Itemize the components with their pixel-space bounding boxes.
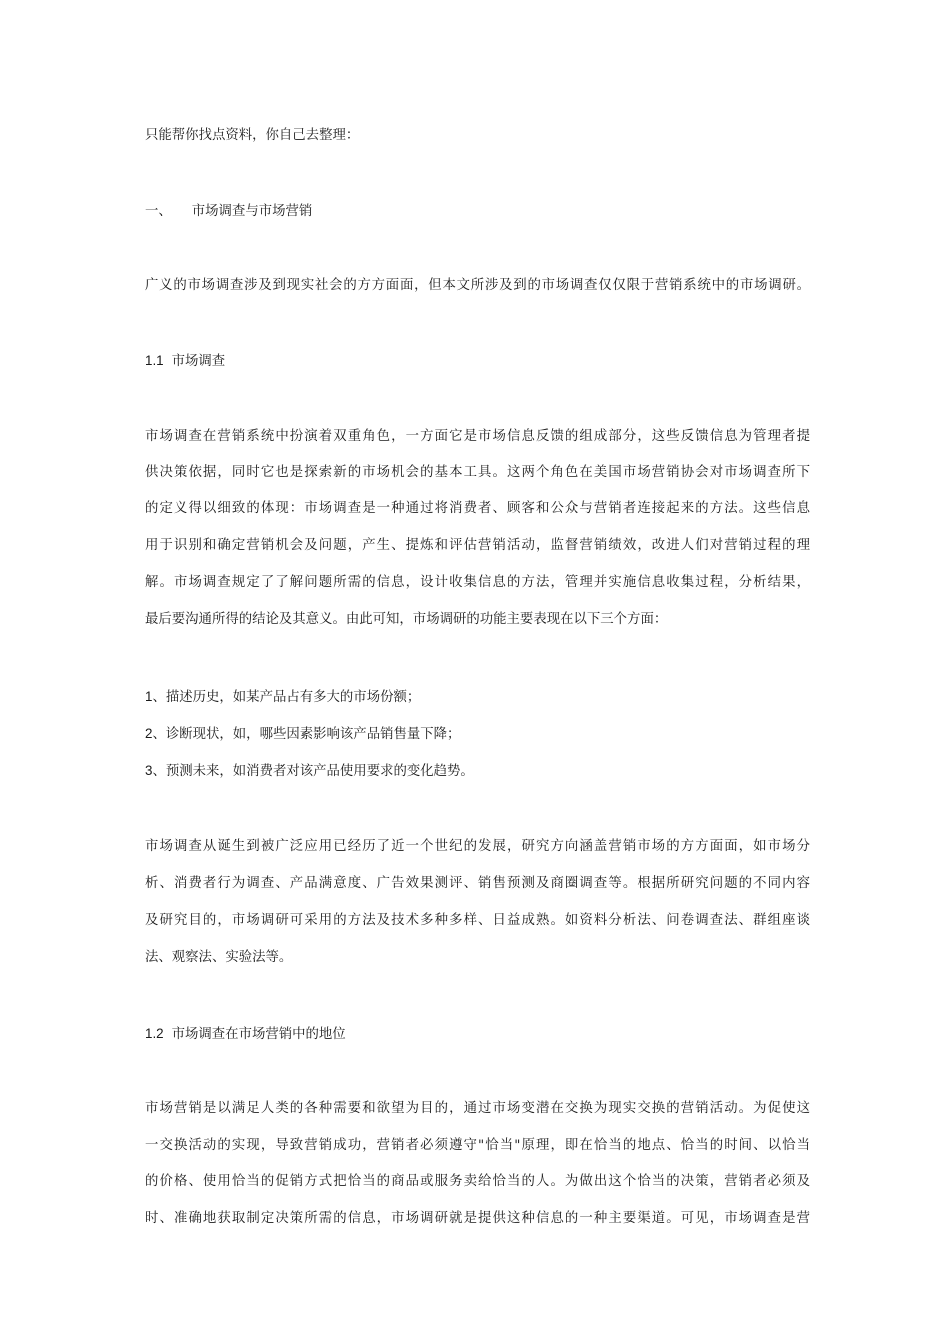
paragraph-line: 的价格、使用恰当的促销方式把恰当的商品或服务卖给恰当的人。为做出这个恰当的决策，营销者必须及 bbox=[145, 1174, 810, 1189]
paragraph-line: 解。市场调查规定了了解问题所需的信息，设计收集信息的方法，管理并实施信息收集过程，分析结果， bbox=[145, 575, 810, 590]
list-item-text: 、描述历史，如某产品占有多大的市场份额； bbox=[152, 690, 421, 705]
paragraph-line: 市场调查从诞生到被广泛应用已经历了近一个世纪的发展，研究方向涵盖营销市场的方方面面，如市场分 bbox=[145, 839, 810, 854]
paragraph-line: 最后要沟通所得的结论及其意义。由此可知，市场调研的功能主要表现在以下三个方面： bbox=[145, 612, 668, 627]
list-item-number: 2 bbox=[145, 726, 153, 741]
list-item-text: 、预测未来，如消费者对该产品使用要求的变化趋势。 bbox=[152, 764, 474, 779]
section-1-number: 一、 bbox=[145, 204, 172, 219]
list-item-text: 、诊断现状，如，哪些因素影响该产品销售量下降； bbox=[152, 727, 461, 742]
list-item-number: 1 bbox=[145, 689, 153, 704]
section-1-heading bbox=[145, 203, 810, 221]
paragraph-line: 时、准确地获取制定决策所需的信息，市场调研就是提供这种信息的一种主要渠道。可见，市场调查是营 bbox=[145, 1211, 810, 1226]
paragraph-line: 法、观察法、实验法等。 bbox=[145, 950, 293, 965]
section-1-paragraph: 广义的市场调查涉及到现实社会的方方面面，但本文所涉及到的市场调查仅仅限于营销系统中的市场调研。 bbox=[145, 278, 810, 293]
section-1-title: 市场调查与市场营销 bbox=[191, 204, 313, 219]
list-item-number: 3 bbox=[145, 763, 153, 778]
paragraph-line: 一交换活动的实现，导致营销成功，营销者必须遵守"恰当"原理，即在恰当的地点、恰当的时间、以恰当 bbox=[145, 1138, 810, 1153]
paragraph-line: 供决策依据，同时它也是探索新的市场机会的基本工具。这两个角色在美国市场营销协会对市场调查所下 bbox=[145, 465, 810, 480]
subsection-1-1-heading bbox=[145, 352, 810, 371]
paragraph-line: 用于识别和确定营销机会及问题，产生、提炼和评估营销活动，监督营销绩效，改进人们对营销过程的理 bbox=[145, 538, 810, 553]
subsection-1-2-number: 1.2 bbox=[145, 1026, 164, 1041]
subsection-1-1-number: 1.1 bbox=[145, 353, 164, 368]
paragraph-line: 的定义得以细致的体现：市场调查是一种通过将消费者、顾客和公众与营销者连接起来的方法。这些信息 bbox=[145, 501, 810, 516]
paragraph-line: 及研究目的，市场调研可采用的方法及技术多种多样、日益成熟。如资料分析法、问卷调查法、群组座谈 bbox=[145, 913, 810, 928]
intro-line: 只能帮你找点资料，你自己去整理： bbox=[145, 128, 360, 143]
paragraph-line: 析、消费者行为调查、产品满意度、广告效果测评、销售预测及商圈调查等。根据所研究问题的不同内容 bbox=[145, 876, 810, 891]
subsection-1-2-heading bbox=[145, 1025, 810, 1044]
list-item bbox=[145, 725, 810, 744]
subsection-1-1-title: 市场调查 bbox=[171, 354, 226, 369]
paragraph-line: 市场营销是以满足人类的各种需要和欲望为目的，通过市场变潜在交换为现实交换的营销活动。为促使这 bbox=[145, 1101, 810, 1116]
list-item bbox=[145, 762, 810, 781]
subsection-1-2-title: 市场调查在市场营销中的地位 bbox=[171, 1027, 346, 1042]
paragraph-line: 市场调查在营销系统中扮演着双重角色，一方面它是市场信息反馈的组成部分，这些反馈信息为管理者提 bbox=[145, 429, 810, 444]
list-item bbox=[145, 688, 810, 707]
